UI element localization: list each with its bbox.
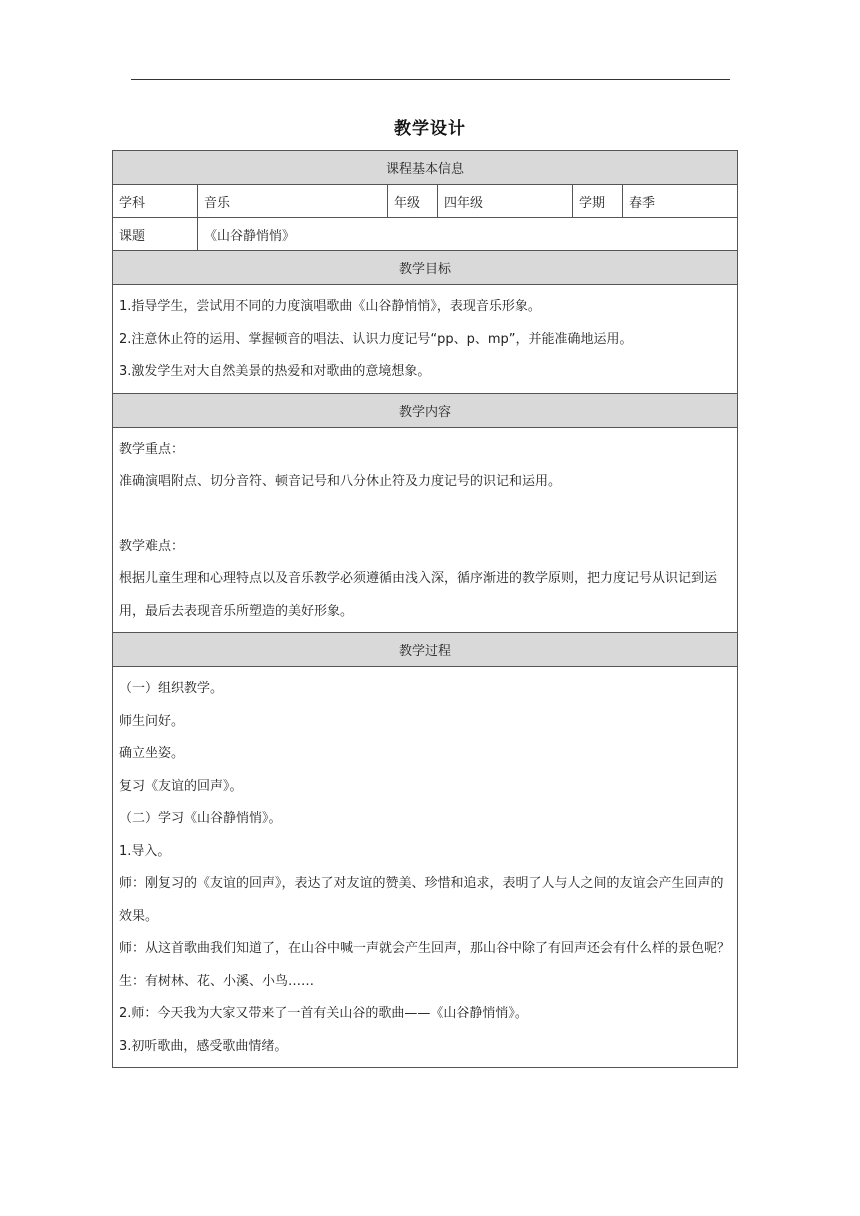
section-header-process: 教学过程 bbox=[113, 633, 738, 667]
spacer bbox=[119, 499, 731, 531]
header-rule bbox=[131, 79, 730, 80]
objective-item: 1.指导学生，尝试用不同的力度演唱歌曲《山谷静悄悄》，表现音乐形象。 bbox=[119, 299, 541, 314]
process-line: 生：有树林、花、小溪、小鸟…… bbox=[119, 973, 315, 989]
process-line: （一）组织教学。 bbox=[119, 681, 224, 696]
key-points-text: 准确演唱附点、切分音符、顿音记号和八分休止符及力度记号的识记和运用。 bbox=[119, 474, 562, 489]
grade-label: 年级 bbox=[388, 185, 438, 218]
topic-label: 课题 bbox=[113, 218, 198, 251]
section-header-objectives: 教学目标 bbox=[113, 251, 738, 285]
topic-value: 《山谷静悄悄》 bbox=[198, 218, 738, 251]
objectives-body bbox=[113, 285, 738, 394]
process-body bbox=[113, 667, 738, 1068]
process-line: 3.初听歌曲，感受歌曲情绪。 bbox=[119, 1038, 288, 1054]
process-line: 1.导入。 bbox=[119, 843, 171, 859]
process-line: （二）学习《山谷静悄悄》。 bbox=[119, 811, 282, 826]
table-row bbox=[113, 185, 738, 218]
section-header-basic-info: 课程基本信息 bbox=[113, 151, 738, 185]
subject-label: 学科 bbox=[113, 185, 198, 218]
term-value: 春季 bbox=[623, 185, 738, 218]
table-row bbox=[113, 218, 738, 251]
process-line: 2.师：今天我为大家又带来了一首有关山谷的歌曲——《山谷静悄悄》。 bbox=[119, 1006, 528, 1021]
content-body bbox=[113, 427, 738, 633]
lesson-plan-table bbox=[112, 150, 738, 1068]
process-line: 师生问好。 bbox=[119, 713, 185, 729]
objective-item: 3.激发学生对大自然美景的热爱和对歌曲的意境想象。 bbox=[119, 364, 431, 379]
term-label: 学期 bbox=[573, 185, 623, 218]
process-line: 确立坐姿。 bbox=[119, 746, 185, 761]
process-line: 师：刚复习的《友谊的回声》，表达了对友谊的赞美、珍惜和追求，表明了人与人之间的友谊会产生回声的效果。 bbox=[119, 876, 724, 924]
document-title: 教学设计 bbox=[394, 119, 466, 139]
grade-value: 四年级 bbox=[438, 185, 573, 218]
process-line: 师：从这首歌曲我们知道了，在山谷中喊一声就会产生回声，那山谷中除了有回声还会有什么样的景色呢？ bbox=[119, 941, 731, 956]
section-header-content: 教学内容 bbox=[113, 393, 738, 427]
difficulty-label: 教学难点： bbox=[119, 538, 185, 554]
subject-value: 音乐 bbox=[198, 185, 388, 218]
key-points-label: 教学重点： bbox=[119, 441, 185, 457]
difficulty-text: 根据儿童生理和心理特点以及音乐教学必须遵循由浅入深，循序渐进的教学原则，把力度记号从识记到运用，最后去表现音乐所塑造的美好形象。 bbox=[119, 571, 718, 619]
objective-item: 2.注意休止符的运用、掌握顿音的唱法、认识力度记号“pp、p、mp”，并能准确地运用。 bbox=[119, 331, 633, 347]
process-line: 复习《友谊的回声》。 bbox=[119, 778, 243, 794]
